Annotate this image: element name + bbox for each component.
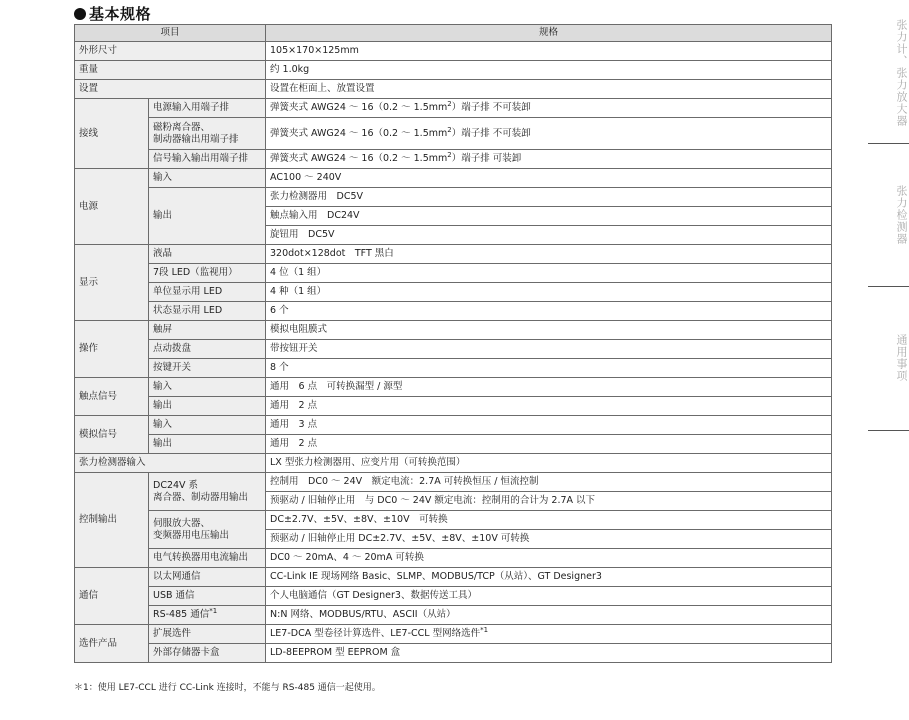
sub-label: 扩展选件 — [149, 625, 266, 644]
sub-label: 单位显示用 LED — [149, 283, 266, 302]
row-value: 4 种（1 组） — [266, 283, 832, 302]
table-row — [75, 80, 832, 99]
group-label: 接线 — [75, 99, 149, 169]
table-row — [75, 606, 832, 625]
sub-label: 按键开关 — [149, 359, 266, 378]
row-value: 通用 6 点 可转换漏型 / 源型 — [266, 378, 832, 397]
group-label: 模拟信号 — [75, 416, 149, 454]
sub-label: 外部存储器卡盒 — [149, 644, 266, 663]
side-tab-tension-meter[interactable]: 张力计、张力放大器 — [895, 19, 908, 127]
table-row — [75, 321, 832, 340]
sub-label: 信号输入输出用端子排 — [149, 150, 266, 169]
spec-table — [74, 24, 832, 663]
row-label: 张力检测器输入 — [75, 454, 266, 473]
table-row — [75, 99, 832, 118]
sub-label: DC24V 系 离合器、制动器用输出 — [149, 473, 266, 511]
side-tab-general[interactable]: 通用事项 — [895, 333, 908, 382]
row-value: 4 位（1 组） — [266, 264, 832, 283]
group-label: 触点信号 — [75, 378, 149, 416]
table-row — [75, 359, 832, 378]
table-row — [75, 435, 832, 454]
table-header — [75, 25, 832, 42]
table-row — [75, 340, 832, 359]
table-row — [75, 644, 832, 663]
sub-label: 伺服放大器、 变频器用电压输出 — [149, 511, 266, 549]
footnote: ＊1：使用 LE7-CCL 进行 CC-Link 连接时，不能与 RS-485 通信一起使用。 — [74, 683, 381, 693]
row-value: LX 型张力检测器用、应变片用（可转换范围） — [266, 454, 832, 473]
group-label: 控制输出 — [75, 473, 149, 568]
header-spec: 规格 — [266, 25, 832, 42]
table-row — [75, 397, 832, 416]
sub-label: 液晶 — [149, 245, 266, 264]
table-row — [75, 61, 832, 80]
table-row — [75, 302, 832, 321]
sub-label: 磁粉离合器、 制动器输出用端子排 — [149, 118, 266, 150]
row-value: 105×170×125mm — [266, 42, 832, 61]
sub-label: 输入 — [149, 169, 266, 188]
row-value: 弹簧夹式 AWG24 ～ 16（0.2 ～ $1.5mm^2$）端子排 可装卸 — [266, 150, 832, 169]
row-value: 320dot×128dot TFT 黑白 — [266, 245, 832, 264]
sub-label: 触屏 — [149, 321, 266, 340]
row-label: 设置 — [75, 80, 266, 99]
sub-label: 输入 — [149, 416, 266, 435]
table-row — [75, 378, 832, 397]
row-value: 8 个 — [266, 359, 832, 378]
table-row — [75, 264, 832, 283]
table-row — [75, 587, 832, 606]
sub-label: 7段 LED（监视用） — [149, 264, 266, 283]
table-row — [75, 245, 832, 264]
row-value: 通用 2 点 — [266, 397, 832, 416]
row-value: CC-Link IE 现场网络 Basic、SLMP、MODBUS/TCP（从站）、GT Designer3 — [266, 568, 832, 587]
table-row — [75, 473, 832, 492]
group-label: 电源 — [75, 169, 149, 245]
row-value: 控制用 DC0 ～ 24V 额定电流：2.7A 可转换恒压 / 恒流控制 — [266, 473, 832, 492]
section-title: 基本规格 — [74, 3, 151, 24]
row-value: LE7-DCA 型卷径计算选件、LE7-CCL 型网络选件$^{*1}$ — [266, 625, 832, 644]
group-label: 选件产品 — [75, 625, 149, 663]
side-divider — [868, 143, 909, 144]
sub-label: 输入 — [149, 378, 266, 397]
sub-label: USB 通信 — [149, 587, 266, 606]
row-value: 个人电脑通信（GT Designer3、数据传送工具） — [266, 587, 832, 606]
header-item: 项目 — [75, 25, 266, 42]
row-value: 张力检测器用 DC5V — [266, 188, 832, 207]
row-value: 触点输入用 DC24V — [266, 207, 832, 226]
sub-label: RS-485 通信$^{*1}$ — [149, 606, 266, 625]
group-label: 显示 — [75, 245, 149, 321]
row-value: 弹簧夹式 AWG24 ～ 16（0.2 ～ $1.5mm^2$）端子排 不可装卸 — [266, 118, 832, 150]
group-label: 操作 — [75, 321, 149, 378]
table-row — [75, 511, 832, 530]
row-label: 重量 — [75, 61, 266, 80]
row-value: 6 个 — [266, 302, 832, 321]
sub-label: 输出 — [149, 188, 266, 245]
side-tab-tension-detector[interactable]: 张力检测器 — [895, 185, 908, 245]
row-value: 设置在柜面上、放置设置 — [266, 80, 832, 99]
table-row — [75, 568, 832, 587]
table-row — [75, 549, 832, 568]
row-value: 通用 2 点 — [266, 435, 832, 454]
table-row — [75, 188, 832, 207]
row-value: 约 1.0kg — [266, 61, 832, 80]
table-row — [75, 150, 832, 169]
side-divider — [868, 430, 909, 431]
row-value: 带按钮开关 — [266, 340, 832, 359]
sub-label: 电源输入用端子排 — [149, 99, 266, 118]
table-row — [75, 118, 832, 150]
table-row — [75, 416, 832, 435]
row-value: 预驱动 / 旧轴停止用 DC±2.7V、±5V、±8V、±10V 可转换 — [266, 530, 832, 549]
table-row — [75, 42, 832, 61]
row-value: 预驱动 / 旧轴停止用 与 DC0 ～ 24V 额定电流：控制用的合计为 2.7A 以下 — [266, 492, 832, 511]
sub-label: 以太网通信 — [149, 568, 266, 587]
sub-label: 状态显示用 LED — [149, 302, 266, 321]
table-row — [75, 625, 832, 644]
sub-label: 电气转换器用电流输出 — [149, 549, 266, 568]
row-value: N:N 网络、MODBUS/RTU、ASCII（从站） — [266, 606, 832, 625]
sub-label: 输出 — [149, 435, 266, 454]
row-value: LD-8EEPROM 型 EEPROM 盒 — [266, 644, 832, 663]
bullet-icon — [74, 8, 86, 20]
table-row — [75, 169, 832, 188]
row-value: AC100 ～ 240V — [266, 169, 832, 188]
table-row — [75, 283, 832, 302]
row-value: 通用 3 点 — [266, 416, 832, 435]
row-value: 旋钮用 DC5V — [266, 226, 832, 245]
row-value: 弹簧夹式 AWG24 ～ 16（0.2 ～ $1.5mm^2$）端子排 不可装卸 — [266, 99, 832, 118]
table-row — [75, 454, 832, 473]
sub-label: 输出 — [149, 397, 266, 416]
row-value: DC0 ～ 20mA、4 ～ 20mA 可转换 — [266, 549, 832, 568]
side-divider — [868, 286, 909, 287]
group-label: 通信 — [75, 568, 149, 625]
row-label: 外形尺寸 — [75, 42, 266, 61]
sub-label: 点动拨盘 — [149, 340, 266, 359]
row-value: 模拟电阻膜式 — [266, 321, 832, 340]
row-value: DC±2.7V、±5V、±8V、±10V 可转换 — [266, 511, 832, 530]
